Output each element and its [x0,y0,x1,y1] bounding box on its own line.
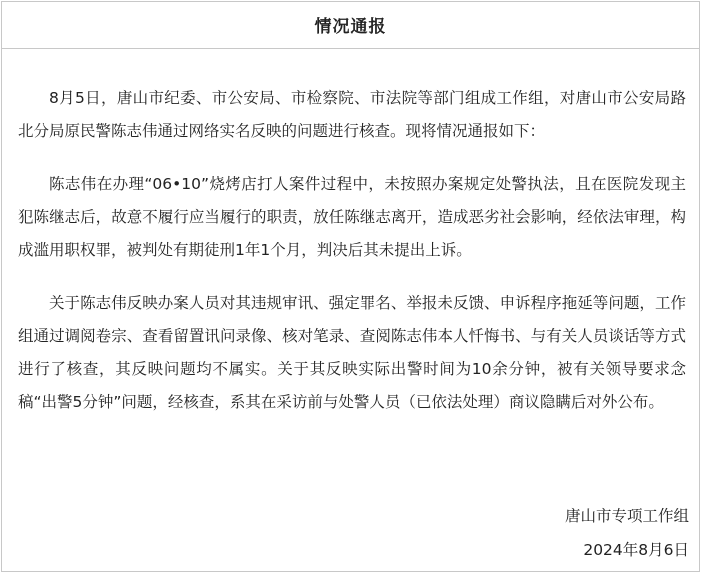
title-bar [1,1,700,49]
paragraph-findings: 陈志伟在办理“06•10”烧烤店打人案件过程中，未按照办案规定处警执法，且在医院发现主犯陈继志后，故意不履行应当履行的职责，放任陈继志离开，造成恶劣社会影响，经依法审理，构成滥用职权罪，被判处有期徒刑1年1个月，判决后其未提出上诉。 [18,175,686,259]
signature-organization: 唐山市专项工作组 [564,507,689,525]
paragraph-intro: 8月5日，唐山市纪委、市公安局、市检察院、市法院等部门组成工作组，对唐山市公安局路北分局原民警陈志伟通过网络实名反映的问题进行核查。现将情况通报如下： [18,89,686,140]
notice-body [18,82,686,439]
notice-title: 情况通报 [314,17,387,37]
paragraph-verification: 关于陈志伟反映办案人员对其违规审讯、强定罪名、举报未反馈、申诉程序拖延等问题，工作组通过调阅卷宗、查看留置讯问录像、核对笔录、查阅陈志伟本人忏悔书、与有关人员谈话等方式进行了核查，其反映问题均不属实。关于其反映实际出警时间为10余分钟，被有关领导要求念稿“出警5分钟”问题，经核查，系其在采访前与处警人员（已依法处理）商议隐瞒后对外公布。 [18,294,686,411]
signature-date: 2024年8月6日 [583,541,689,559]
